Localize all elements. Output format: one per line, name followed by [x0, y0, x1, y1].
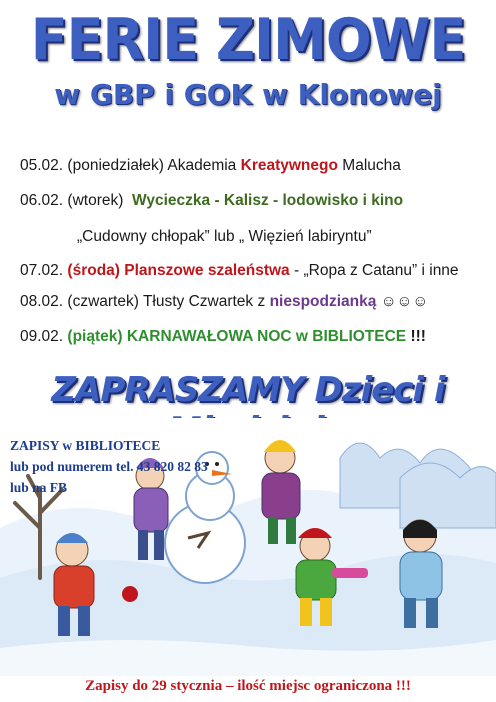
- schedule-highlight: niespodzianką: [269, 293, 377, 310]
- schedule-highlight: Planszowe szaleństwa: [124, 262, 290, 279]
- schedule-day: (wtorek): [67, 192, 124, 209]
- schedule-day: (poniedziałek): [67, 157, 164, 174]
- schedule-item-3: [20, 262, 459, 280]
- schedule-day: (środa): [67, 262, 120, 279]
- schedule-highlight: Kreatywnego: [240, 157, 338, 174]
- schedule-text: Akademia: [167, 157, 237, 174]
- schedule-day: (piątek): [67, 328, 123, 345]
- schedule-exclaim: !!!: [410, 328, 426, 345]
- schedule-highlight: KARNAWAŁOWA NOC w BIBLIOTECE: [126, 328, 407, 345]
- signup-line-3: lub na FB: [10, 480, 68, 495]
- signup-deadline: Zapisy do 29 stycznia – ilość miejsc ograniczona !!!: [85, 678, 411, 694]
- schedule-date: 08.02.: [20, 293, 64, 310]
- schedule-continuation: „Cudowny chłopak” lub „ Więzień labiryntu”: [77, 228, 372, 245]
- schedule-item-1: [20, 192, 403, 210]
- schedule-text: Malucha: [342, 157, 401, 174]
- children-snowman-winter-scene-icon: [0, 418, 496, 676]
- poster-title: FERIE ZIMOWE: [30, 6, 466, 73]
- poster-subtitle: w GBP i GOK w Klonowej: [54, 78, 442, 111]
- schedule-text: Tłusty Czwartek z: [142, 293, 266, 310]
- schedule-date: 05.02.: [20, 157, 64, 174]
- schedule-item-5: [20, 328, 426, 346]
- schedule-highlight: Wycieczka - Kalisz - lodowisko i kino: [132, 192, 404, 209]
- schedule-date: 07.02.: [20, 262, 64, 279]
- schedule-date: 09.02.: [20, 328, 64, 345]
- schedule-text: - „Ropa z Catanu” i inne: [294, 262, 459, 279]
- invite-heading: ZAPRASZAMY Dzieci i: [51, 370, 445, 410]
- schedule-day: (czwartek): [67, 293, 139, 310]
- schedule-date: 06.02.: [20, 192, 64, 209]
- signup-line-2: lub pod numerem tel. 43 820 82 83: [10, 459, 208, 474]
- signup-line-1: ZAPISY w BIBLIOTECE: [10, 438, 161, 453]
- schedule-item-4: [20, 293, 428, 311]
- schedule-item-0: [20, 157, 401, 175]
- smiley-icons: ☺☺☺: [380, 293, 429, 310]
- schedule-item-2: [77, 228, 372, 246]
